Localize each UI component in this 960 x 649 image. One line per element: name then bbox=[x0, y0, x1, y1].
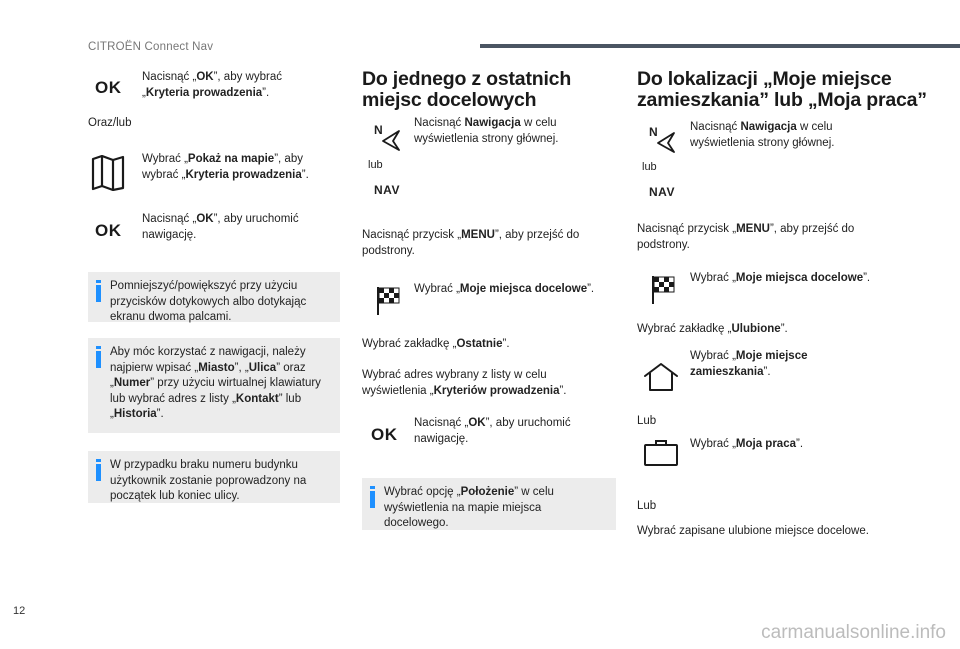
oraz-lub-label: Oraz/lub bbox=[88, 117, 132, 129]
or-label: Lub bbox=[637, 500, 657, 512]
nav-button-icon: NAV bbox=[374, 183, 400, 197]
work-briefcase-icon bbox=[643, 439, 679, 467]
page-number: 12 bbox=[13, 605, 26, 617]
north-label: N bbox=[374, 123, 383, 137]
right-step-7: Wybrać zapisane ulubione miejsce docelowe. bbox=[637, 525, 869, 537]
ok-icon: OK bbox=[95, 221, 122, 240]
home-icon bbox=[643, 362, 679, 392]
middle-step-1: Nacisnąć Nawigacja w celu wyświetlenia strony głównej. bbox=[414, 117, 559, 145]
right-step-6: Wybrać „Moja praca”. bbox=[690, 438, 804, 450]
manual-title: CITROËN Connect Nav bbox=[88, 41, 214, 53]
ok-icon: OK bbox=[95, 78, 122, 97]
section-heading-recent: Do jednego z ostatnich miejsc docelowych bbox=[362, 68, 572, 112]
info-icon bbox=[96, 459, 101, 481]
left-step-3: Nacisnąć „OK”, aby uruchomić nawigację. bbox=[142, 213, 299, 241]
map-icon bbox=[91, 155, 125, 191]
right-step-2: Nacisnąć przycisk „MENU”, aby przejść do podstrony. bbox=[637, 223, 855, 251]
navigation-arrow-icon bbox=[380, 129, 402, 153]
middle-step-4: Wybrać zakładkę „Ostatnie”. bbox=[362, 338, 510, 350]
north-label: N bbox=[649, 125, 658, 139]
info-note-house-number: W przypadku braku numeru budynku użytkownik zostanie poprowadzony na początek lub koniec ulicy. bbox=[88, 451, 340, 503]
nav-button-icon: NAV bbox=[649, 185, 675, 199]
destination-flag-icon bbox=[376, 286, 402, 316]
middle-step-2: Nacisnąć przycisk „MENU”, aby przejść do podstrony. bbox=[362, 229, 580, 257]
info-note-address: Aby móc korzystać z nawigacji, należy najpierw wpisać „Miasto”, „Ulica” oraz „Numer” przy użyciu wirtualnej klawiatury lub wybrać adres z listy „Kontakt” lub „Historia”. bbox=[88, 338, 340, 433]
watermark: carmanualsonline.info bbox=[761, 622, 946, 643]
right-step-5: Wybrać „Moje miejsce zamieszkania”. bbox=[690, 350, 808, 378]
left-step-2: Wybrać „Pokaż na mapie”, aby wybrać „Kryteria prowadzenia”. bbox=[142, 153, 309, 181]
header-bar bbox=[480, 44, 960, 48]
middle-step-6: Nacisnąć „OK”, aby uruchomić nawigację. bbox=[414, 417, 571, 445]
info-note-position: Wybrać opcję „Położenie” w celu wyświetlenia na mapie miejsca docelowego. bbox=[362, 478, 616, 530]
navigation-arrow-icon bbox=[655, 131, 677, 155]
middle-step-3: Wybrać „Moje miejsca docelowe”. bbox=[414, 283, 595, 295]
section-heading-home-work: Do lokalizacji „Moje miejsce zamieszkania” lub „Moja praca” bbox=[637, 68, 927, 112]
right-step-3: Wybrać „Moje miejsca docelowe”. bbox=[690, 272, 871, 284]
middle-step-5: Wybrać adres wybrany z listy w celu wyświetlenia „Kryteriów prowadzenia”. bbox=[362, 369, 567, 397]
right-step-4: Wybrać zakładkę „Ulubione”. bbox=[637, 323, 788, 335]
or-label: lub bbox=[368, 159, 383, 171]
info-icon bbox=[96, 346, 101, 368]
destination-flag-icon bbox=[651, 275, 677, 305]
ok-icon: OK bbox=[371, 425, 398, 444]
or-label: lub bbox=[642, 161, 657, 173]
right-step-1: Nacisnąć Nawigacja w celu wyświetlenia strony głównej. bbox=[690, 121, 835, 149]
or-label: Lub bbox=[637, 415, 657, 427]
info-icon bbox=[370, 486, 375, 508]
left-step-1: Nacisnąć „OK”, aby wybrać „Kryteria prowadzenia”. bbox=[142, 71, 282, 99]
info-icon bbox=[96, 280, 101, 302]
info-note-zoom: Pomniejszyć/powiększyć przy użyciu przycisków dotykowych albo dotykając ekranu dwoma palcami. bbox=[88, 272, 340, 322]
